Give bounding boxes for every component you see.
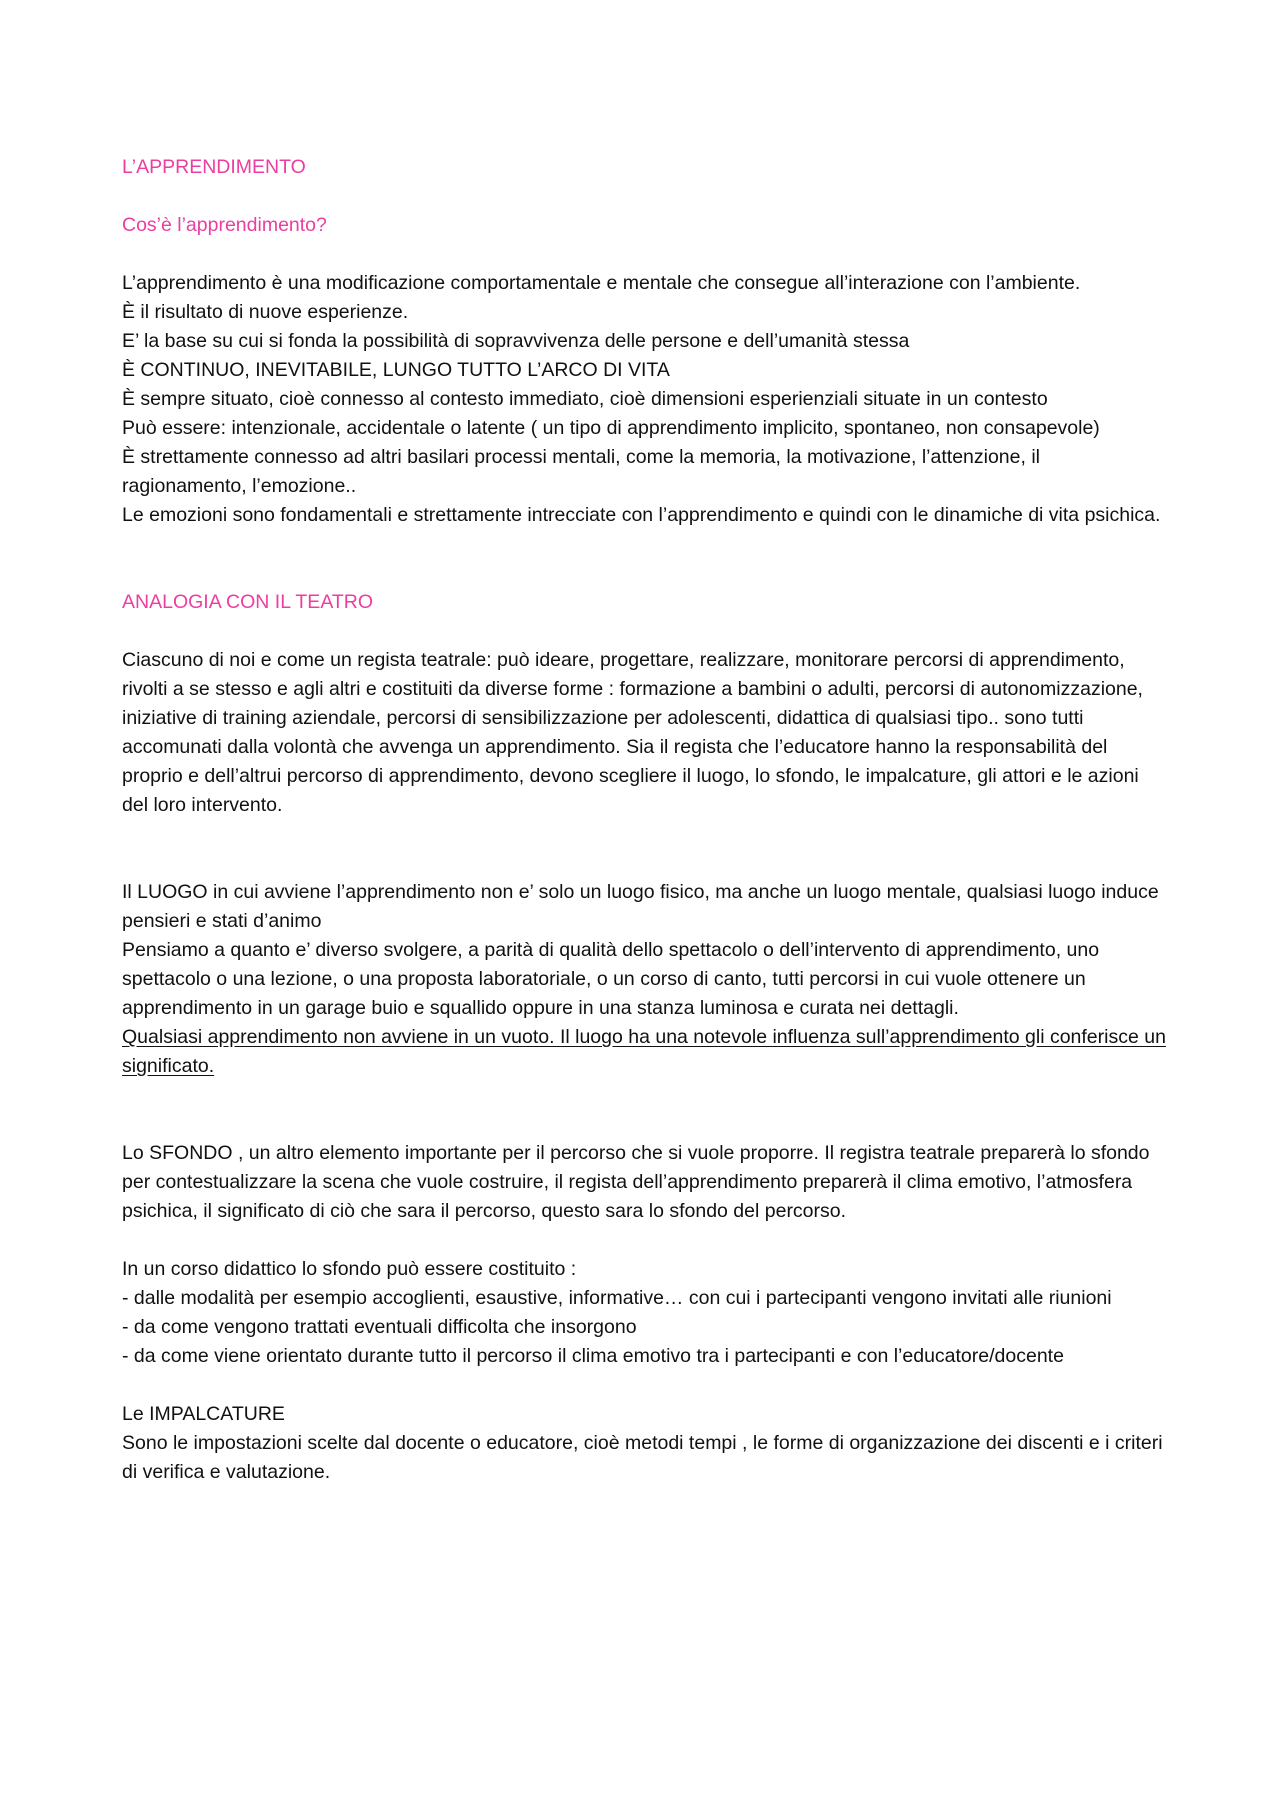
sfondo-list-item: - da come viene orientato durante tutto il percorso il clima emotivo tra i partecipanti e con l’educatore/docente xyxy=(122,1345,1064,1367)
luogo-underlined-statement: Qualsiasi apprendimento non avviene in un vuoto. Il luogo ha una notevole influenza sull’apprendimento gli conferisce un significato. xyxy=(122,1026,1166,1077)
intro-line: È strettamente connesso ad altri basilari processi mentali, come la memoria, la motivazione, l’attenzione, il ragionamento, l’emozione.. xyxy=(122,446,1040,497)
intro-line: È sempre situato, cioè connesso al contesto immediato, cioè dimensioni esperienziali situate in un contesto xyxy=(122,388,1048,410)
question-heading: Cos’è l’apprendimento? xyxy=(122,214,327,236)
section-heading-teatro: ANALOGIA CON IL TEATRO xyxy=(122,591,374,613)
intro-line: Le emozioni sono fondamentali e strettamente intrecciate con l’apprendimento e quindi con le dinamiche di vita psichica. xyxy=(122,504,1161,526)
intro-line: L’apprendimento è una modificazione comportamentale e mentale che consegue all’interazione con l’ambiente. xyxy=(122,272,1081,294)
sfondo-paragraph: Lo SFONDO , un altro elemento importante per il percorso che si vuole proporre. Il registra teatrale preparerà lo sfondo per contestualizzare la scena che vuole costruire, il regista dell’apprendimento preparerà il clima emotivo, l’atmosfera psichica, il significato di ciò che sara il percorso, questo sara lo sfondo del percorso. xyxy=(122,1142,1150,1222)
impalcature-heading: Le IMPALCATURE xyxy=(122,1403,285,1425)
intro-line: È il risultato di nuove esperienze. xyxy=(122,301,409,323)
teatro-paragraph: Ciascuno di noi e come un regista teatrale: può ideare, progettare, realizzare, monitorare percorsi di apprendimento, rivolti a se stesso e agli altri e costituiti da diverse forme : formazione a bambini o adulti, percorsi di autonomizzazione, iniziative di training aziendale, percorsi di sensibilizzazione per adolescenti, didattica di qualsiasi tipo.. sono tutti accomunati dalla volontà che avvenga un apprendimento. Sia il regista che l’educatore hanno la responsabilità del proprio e dell’altrui percorso di apprendimento, devono scegliere il luogo, lo sfondo, le impalcature, gli attori e le azioni del loro intervento. xyxy=(122,649,1143,816)
document-title: L’APPRENDIMENTO xyxy=(122,156,306,178)
luogo-paragraph-2: Pensiamo a quanto e’ diverso svolgere, a parità di qualità dello spettacolo o dell’intervento di apprendimento, uno spettacolo o una lezione, o una proposta laboratoriale, o un corso di canto, tutti percorsi in cui vuole ottenere un apprendimento in un garage buio e squallido oppure in una stanza luminosa e curata nei dettagli. xyxy=(122,939,1100,1019)
sfondo-list-item: - dalle modalità per esempio accoglienti, esaustive, informative… con cui i partecipanti vengono invitati alle riunioni xyxy=(122,1287,1112,1309)
intro-line: E’ la base su cui si fonda la possibilità di sopravvivenza delle persone e dell’umanità stessa xyxy=(122,330,910,352)
sfondo-list-item: - da come vengono trattati eventuali difficolta che insorgono xyxy=(122,1316,637,1338)
intro-section xyxy=(122,269,1170,530)
intro-line: Può essere: intenzionale, accidentale o latente ( un tipo di apprendimento implicito, spontaneo, non consapevole) xyxy=(122,417,1100,439)
impalcature-paragraph: Sono le impostazioni scelte dal docente o educatore, cioè metodi tempi , le forme di organizzazione dei discenti e i criteri di verifica e valutazione. xyxy=(122,1432,1163,1483)
sfondo-list-intro: In un corso didattico lo sfondo può essere costituito : xyxy=(122,1258,577,1280)
luogo-paragraph-1: Il LUOGO in cui avviene l’apprendimento non e’ solo un luogo fisico, ma anche un luogo mentale, qualsiasi luogo induce pensieri e stati d’animo xyxy=(122,881,1159,932)
intro-line: È CONTINUO, INEVITABILE, LUNGO TUTTO L’ARCO DI VITA xyxy=(122,359,670,381)
